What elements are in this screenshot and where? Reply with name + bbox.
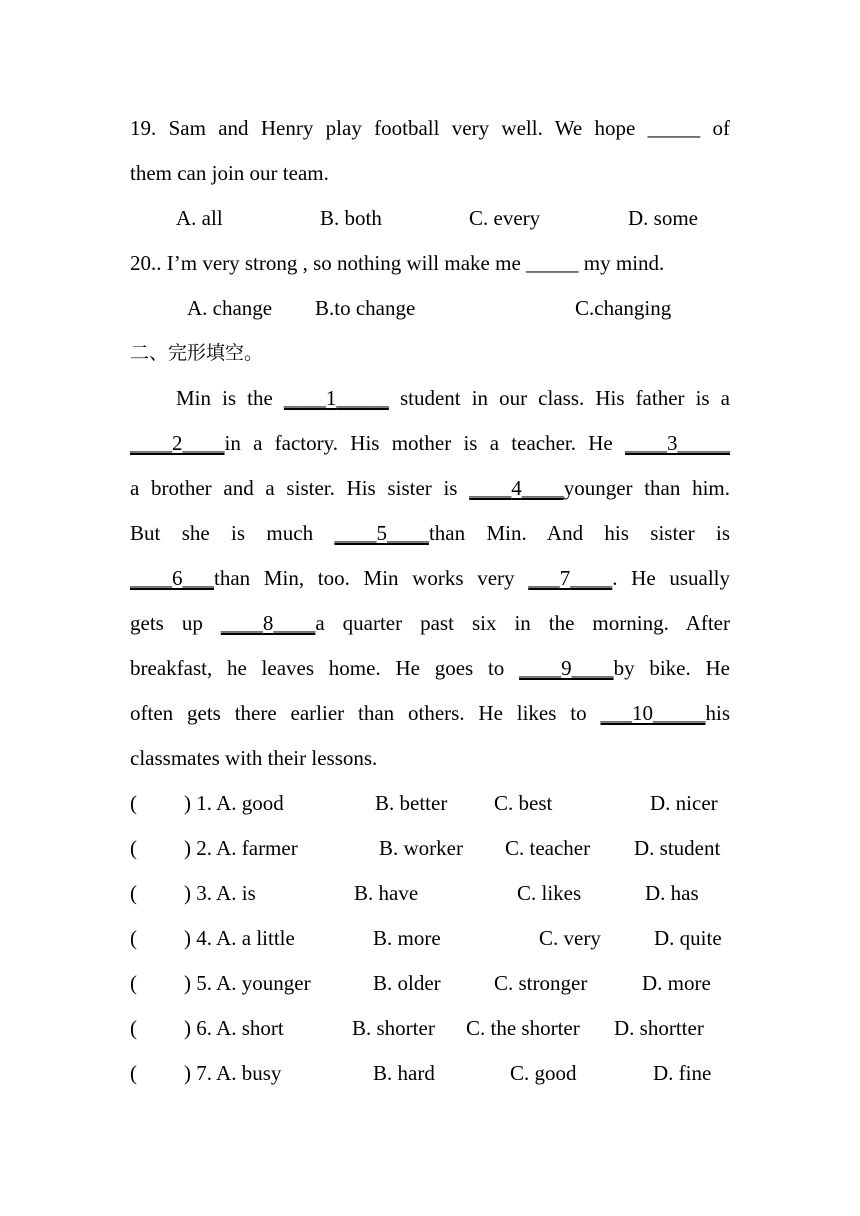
q19-option-d: D. some bbox=[628, 206, 698, 230]
choice-option-a: ) 5. A. younger bbox=[184, 971, 311, 995]
blank-1: ____1_____ bbox=[283, 386, 389, 410]
blank-2: ____2____ bbox=[130, 431, 225, 455]
choice-row-3 bbox=[130, 878, 730, 908]
choice-option-b: B. hard bbox=[373, 1061, 435, 1085]
choice-option-d: D. more bbox=[642, 971, 711, 995]
choice-paren: ( bbox=[130, 926, 137, 950]
q20-option-c: C.changing bbox=[575, 296, 672, 320]
blank-7: ___7____ bbox=[528, 566, 613, 590]
choice-row-1 bbox=[130, 788, 730, 818]
choice-option-b: B. older bbox=[373, 971, 441, 995]
choice-option-c: C. the shorter bbox=[466, 1016, 580, 1040]
blank-8: ____8____ bbox=[220, 611, 316, 635]
choice-option-d: D. shortter bbox=[614, 1016, 704, 1040]
choice-option-d: D. student bbox=[634, 836, 721, 860]
choice-row-6 bbox=[130, 1013, 730, 1043]
q20-line-1: 20.. I’m very strong , so nothing will make me _____ my mind. bbox=[130, 251, 665, 275]
q19-options bbox=[130, 203, 730, 233]
choice-option-d: D. fine bbox=[653, 1061, 712, 1085]
blank-9: ____9____ bbox=[519, 656, 614, 680]
q19-option-c: C. every bbox=[469, 206, 541, 230]
choice-option-b: B. better bbox=[375, 791, 448, 815]
choice-option-a: ) 1. A. good bbox=[184, 791, 284, 815]
choice-row-7 bbox=[130, 1058, 730, 1088]
choice-paren: ( bbox=[130, 836, 137, 860]
choice-option-a: ) 6. A. short bbox=[184, 1016, 284, 1040]
choice-paren: ( bbox=[130, 791, 137, 815]
choice-option-a: ) 4. A. a little bbox=[184, 926, 295, 950]
blank-6: ____6___ bbox=[130, 566, 214, 590]
blank-4: ____4____ bbox=[469, 476, 564, 500]
passage-line-7: breakfast, he leaves home. He goes to ____9____by bike. He bbox=[130, 656, 730, 680]
passage-line-5: ____6___than Min, too. Min works very ___7____. He usually bbox=[130, 566, 730, 590]
choice-option-b: B. more bbox=[373, 926, 441, 950]
q20-option-a: A. change bbox=[187, 296, 273, 320]
choice-option-b: B. worker bbox=[379, 836, 463, 860]
blank-10: ___10_____ bbox=[600, 701, 706, 725]
q19-option-b: B. both bbox=[320, 206, 382, 230]
choice-option-c: C. good bbox=[510, 1061, 577, 1085]
choice-option-b: B. shorter bbox=[352, 1016, 435, 1040]
q20-options bbox=[130, 293, 730, 323]
blank-5: ____5____ bbox=[334, 521, 429, 545]
choice-option-d: D. nicer bbox=[650, 791, 718, 815]
q20-option-b: B.to change bbox=[315, 296, 416, 320]
blank-3: ____3_____ bbox=[625, 431, 730, 455]
choice-option-c: C. best bbox=[494, 791, 553, 815]
passage-line-6: gets up ____8____a quarter past six in the morning. After bbox=[130, 611, 730, 635]
choice-option-c: C. very bbox=[539, 926, 601, 950]
choice-option-a: ) 7. A. busy bbox=[184, 1061, 282, 1085]
choice-option-a: ) 3. A. is bbox=[184, 881, 256, 905]
choice-row-2 bbox=[130, 833, 730, 863]
passage-line-1: Min is the ____1_____ student in our class. His father is a bbox=[176, 386, 730, 410]
passage-line-2: ____2____in a factory. His mother is a teacher. He ____3_____ bbox=[130, 431, 730, 455]
passage-line-3: a brother and a sister. His sister is ____4____younger than him. bbox=[130, 476, 731, 500]
choice-option-d: D. quite bbox=[654, 926, 722, 950]
choice-paren: ( bbox=[130, 1061, 137, 1085]
choice-paren: ( bbox=[130, 971, 137, 995]
choice-row-5 bbox=[130, 968, 730, 998]
passage-line-4: But she is much ____5____than Min. And his sister is bbox=[130, 521, 730, 545]
choice-option-a: ) 2. A. farmer bbox=[184, 836, 298, 860]
q19-option-a: A. all bbox=[176, 206, 223, 230]
passage-line-8: often gets there earlier than others. He likes to ___10_____his bbox=[130, 701, 730, 725]
choice-row-4 bbox=[130, 923, 730, 953]
choice-option-c: C. likes bbox=[517, 881, 582, 905]
choice-paren: ( bbox=[130, 1016, 137, 1040]
choice-paren: ( bbox=[130, 881, 137, 905]
choice-option-c: C. stronger bbox=[494, 971, 588, 995]
choice-option-b: B. have bbox=[354, 881, 419, 905]
passage-line-9: classmates with their lessons. bbox=[130, 746, 378, 770]
q19-line-1: 19. Sam and Henry play football very well. We hope _____ of bbox=[130, 116, 730, 140]
choice-option-d: D. has bbox=[645, 881, 699, 905]
section-title: 二、完形填空。 bbox=[130, 342, 264, 364]
choice-option-c: C. teacher bbox=[505, 836, 591, 860]
q19-line-2: them can join our team. bbox=[130, 161, 329, 185]
